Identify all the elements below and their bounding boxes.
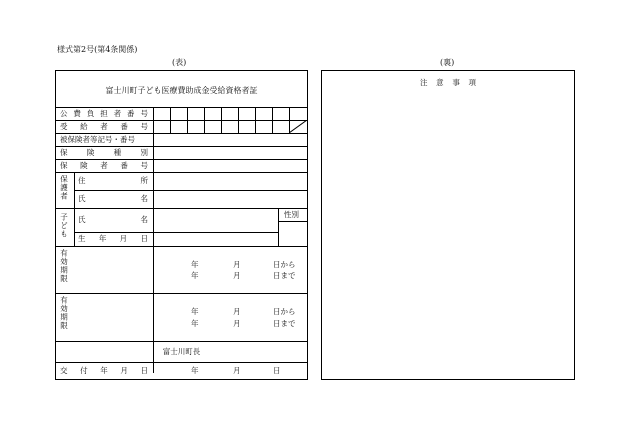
insured-symbol-label: 被保険者等記号・番号 bbox=[60, 135, 135, 144]
guardian-name-label: 氏 名 bbox=[78, 194, 148, 203]
back-card bbox=[321, 70, 575, 380]
guardian-address-label: 住 所 bbox=[78, 176, 148, 185]
child-name-label: 氏 名 bbox=[78, 215, 148, 224]
issue-month: 月 bbox=[233, 366, 241, 375]
diagonal-slash bbox=[289, 120, 307, 133]
validity-2-until-month: 月 bbox=[233, 319, 241, 328]
form-number-label: 様式第2号(第4条関係) bbox=[57, 45, 138, 54]
child-group-label: 子ども bbox=[59, 213, 69, 239]
sex-label: 性別 bbox=[284, 210, 299, 219]
validity-2-from-month: 月 bbox=[233, 307, 241, 316]
insurer-number-label: 保 険 者 番 号 bbox=[60, 161, 148, 170]
validity-2-from-year: 年 bbox=[191, 307, 199, 316]
validity-label-1: 有効期限 bbox=[59, 249, 69, 283]
validity-2-from-day: 日から bbox=[273, 307, 296, 316]
validity-2-until-year: 年 bbox=[191, 319, 199, 328]
certificate-title: 富士川町子ども医療費助成金受給資格者証 bbox=[105, 86, 258, 95]
issue-year: 年 bbox=[191, 366, 199, 375]
recipient-number-label: 受 給 者 番 号 bbox=[60, 122, 148, 131]
insurance-type-label: 保 険 種 別 bbox=[60, 148, 148, 157]
issue-date-label: 交 付 年 月 日 bbox=[60, 366, 148, 375]
birth-date-label: 生 年 月 日 bbox=[78, 234, 148, 243]
front-card bbox=[55, 70, 308, 380]
guardian-group-label: 保護者 bbox=[59, 175, 69, 201]
issue-day: 日 bbox=[273, 366, 281, 375]
validity-1-until-day: 日まで bbox=[273, 271, 296, 280]
payer-number-label: 公 費 負 担 者 番 号 bbox=[60, 109, 148, 118]
validity-label-2: 有効期限 bbox=[59, 296, 69, 330]
validity-1-from-month: 月 bbox=[233, 260, 241, 269]
validity-1-from-day: 日から bbox=[273, 260, 296, 269]
validity-1-from-year: 年 bbox=[191, 260, 199, 269]
front-side-label: (表) bbox=[172, 58, 187, 67]
issuer-label: 富士川町長 bbox=[162, 347, 201, 356]
back-side-label: (裏) bbox=[440, 58, 455, 67]
validity-1-until-year: 年 bbox=[191, 271, 199, 280]
notes-title: 注 意 事 項 bbox=[420, 78, 476, 87]
validity-1-until-month: 月 bbox=[233, 271, 241, 280]
validity-2-until-day: 日まで bbox=[273, 319, 296, 328]
